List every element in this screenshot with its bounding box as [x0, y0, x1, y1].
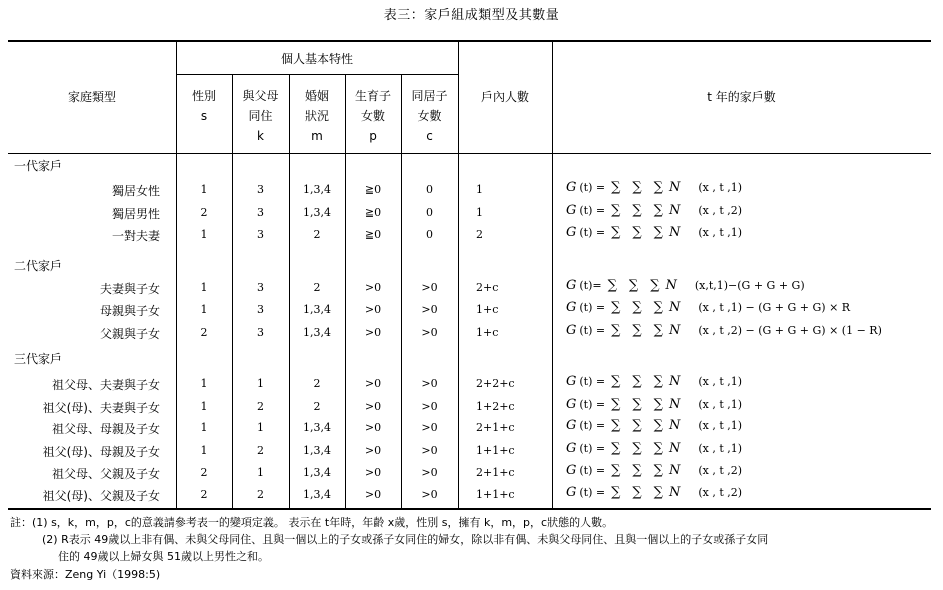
cell-k: 2: [257, 444, 264, 457]
formula-tail: (x , t ,1) − (G + G + G) × R: [698, 301, 851, 314]
formula-tail: (x , t ,2) − (G + G + G) × (1 − R): [698, 324, 882, 337]
row-label: 祖父(母)、母親及子女: [42, 445, 160, 459]
cell-p: ≧0: [364, 183, 382, 196]
sum-symbol: ∑: [632, 300, 642, 315]
cell-formula: [566, 323, 882, 338]
formula-tail: (x , t ,1): [698, 442, 743, 455]
cell-c: >0: [421, 488, 438, 501]
cell-m: 1,3,4: [303, 183, 331, 196]
section-header: 三代家戶: [14, 352, 63, 366]
formula-N: N: [668, 463, 681, 478]
cell-s: 2: [200, 466, 208, 479]
cell-m: 2: [313, 377, 321, 390]
cell-m: 1,3,4: [303, 326, 331, 339]
sum-symbol: ∑: [632, 374, 642, 389]
sum-symbol: ∑: [632, 203, 642, 218]
cell-household-size: 1+c: [476, 303, 499, 316]
cell-p: >0: [364, 303, 382, 316]
cell-m: 1,3,4: [303, 206, 331, 219]
formula-G: G: [566, 397, 577, 412]
cell-household-size: 1+2+c: [476, 400, 515, 413]
cell-p: >0: [364, 488, 382, 501]
formula-tail: (x , t ,1): [698, 375, 743, 388]
cell-c: >0: [421, 400, 438, 413]
cell-m: 1,3,4: [303, 303, 331, 316]
cell-s: 1: [200, 228, 208, 241]
formula-G: G: [566, 441, 577, 456]
sum-symbol: ∑: [611, 397, 621, 412]
cell-p: >0: [364, 377, 382, 390]
formula-t: (t) =: [579, 464, 606, 477]
sum-symbol: ∑: [611, 180, 621, 195]
cell-formula: [566, 463, 742, 478]
cell-household-size: 1+1+c: [476, 444, 515, 457]
cell-p: >0: [364, 421, 382, 434]
row-label: 獨居女性: [111, 184, 160, 198]
formula-G: G: [566, 180, 577, 195]
cell-m: 1,3,4: [303, 444, 331, 457]
sum-symbol: ∑: [653, 397, 663, 412]
formula-t: (t)=: [579, 279, 602, 292]
cell-formula: [566, 418, 742, 433]
cell-c: >0: [421, 377, 438, 390]
cell-formula: [566, 225, 742, 240]
formula-N: N: [668, 323, 681, 338]
formula-N: N: [668, 374, 681, 389]
header-children-coresident: 同居子 女數 c: [411, 89, 448, 143]
formula-N: N: [665, 278, 677, 293]
formula-tail: (x , t ,1): [698, 226, 743, 239]
formula-N: N: [668, 203, 681, 218]
cell-formula: [566, 300, 850, 315]
cell-k: 1: [257, 377, 264, 390]
header-household-size: 戶內人數: [480, 90, 529, 104]
cell-c: >0: [421, 326, 438, 339]
sum-symbol: ∑: [611, 300, 621, 315]
formula-G: G: [566, 418, 577, 433]
cell-household-size: 1: [476, 183, 483, 196]
col-divider: [458, 41, 459, 509]
cell-k: 3: [257, 281, 264, 294]
cell-s: 2: [200, 488, 208, 501]
formula-G: G: [566, 278, 577, 293]
formula-N: N: [668, 485, 681, 500]
cell-k: 3: [257, 183, 264, 196]
cell-formula: [566, 374, 742, 389]
formula-tail: (x , t ,1): [698, 419, 743, 432]
cell-k: 1: [257, 466, 264, 479]
cell-household-size: 2+1+c: [476, 466, 515, 479]
sum-symbol: ∑: [653, 300, 663, 315]
cell-household-size: 2+c: [476, 281, 499, 294]
cell-m: 1,3,4: [303, 466, 331, 479]
cell-m: 2: [313, 400, 321, 413]
sum-symbol: ∑: [650, 278, 660, 293]
formula-t: (t) =: [579, 204, 606, 217]
row-label: 父親與子女: [99, 327, 160, 341]
section-header: 一代家戶: [14, 159, 63, 173]
cell-c: 0: [426, 206, 433, 219]
formula-N: N: [668, 441, 681, 456]
cell-k: 3: [257, 206, 264, 219]
cell-k: 3: [257, 228, 264, 241]
formula-G: G: [566, 300, 577, 315]
formula-tail: (x , t ,1): [698, 398, 743, 411]
cell-m: 1,3,4: [303, 488, 331, 501]
table-title: 表三：家戶組成類型及其數量: [383, 8, 560, 23]
sum-symbol: ∑: [611, 323, 621, 338]
cell-household-size: 2+2+c: [476, 377, 515, 390]
cell-s: 2: [200, 206, 208, 219]
cell-s: 1: [200, 421, 208, 434]
formula-G: G: [566, 323, 577, 338]
formula-t: (t) =: [579, 301, 606, 314]
cell-c: 0: [426, 183, 433, 196]
formula-t: (t) =: [579, 486, 606, 499]
sum-symbol: ∑: [611, 418, 621, 433]
cell-s: 1: [200, 377, 208, 390]
formula-t: (t) =: [579, 419, 606, 432]
formula-N: N: [668, 300, 681, 315]
cell-p: >0: [364, 466, 382, 479]
formula-G: G: [566, 203, 577, 218]
formula-t: (t) =: [579, 375, 606, 388]
sum-symbol: ∑: [653, 441, 663, 456]
header-household-type: 家庭類型: [67, 90, 116, 104]
note-line-1: 註：(1) s，k，m，p，c的意義請參考表一的變項定義。 表示在 t年時，年齡 x歲，性別 s，擁有 k，m，p，c狀態的人數。: [10, 516, 614, 529]
sum-symbol: ∑: [653, 463, 663, 478]
cell-p: ≧0: [364, 206, 382, 219]
sum-symbol: ∑: [632, 485, 642, 500]
formula-G: G: [566, 225, 577, 240]
sum-symbol: ∑: [628, 278, 639, 293]
sum-symbol: ∑: [632, 225, 642, 240]
cell-c: >0: [421, 303, 438, 316]
cell-c: >0: [421, 421, 438, 434]
source-line: 資料來源：Zeng Yi（1998:5): [10, 568, 161, 581]
formula-tail: (x , t ,2): [698, 464, 743, 477]
formula-tail: (x , t ,1): [698, 181, 743, 194]
cell-household-size: 1: [476, 206, 483, 219]
col-divider: [552, 41, 553, 509]
cell-p: >0: [364, 400, 382, 413]
sum-symbol: ∑: [611, 441, 621, 456]
cell-s: 1: [200, 183, 208, 196]
formula-G: G: [566, 463, 577, 478]
formula-tail: (x,t,1)−(G + G + G): [694, 279, 805, 292]
bottom-rule: [8, 508, 931, 510]
formula-tail: (x , t ,2): [698, 204, 743, 217]
cell-k: 1: [257, 421, 264, 434]
cell-household-size: 2: [476, 228, 483, 241]
sum-symbol: ∑: [611, 485, 621, 500]
cell-formula: [566, 180, 742, 195]
formula-G: G: [566, 374, 577, 389]
header-bottom-rule: [8, 153, 931, 154]
formula-N: N: [668, 397, 681, 412]
row-label: 祖父(母)、父親及子女: [42, 489, 160, 503]
sum-symbol: ∑: [611, 225, 621, 240]
sum-symbol: ∑: [653, 485, 663, 500]
formula-t: (t) =: [579, 181, 606, 194]
section-header: 二代家戶: [14, 259, 63, 273]
formula-t: (t) =: [579, 324, 606, 337]
sum-symbol: ∑: [611, 374, 621, 389]
cell-k: 2: [257, 488, 264, 501]
formula-t: (t) =: [579, 398, 606, 411]
sum-symbol: ∑: [607, 278, 617, 293]
cell-k: 3: [257, 303, 264, 316]
cell-formula: [566, 397, 742, 412]
sum-symbol: ∑: [611, 203, 621, 218]
header-marriage: 婚姻 狀況 m: [304, 89, 329, 143]
row-label: 一對夫妻: [111, 229, 160, 243]
cell-p: >0: [364, 444, 382, 457]
header-sex: 性別 s: [191, 89, 216, 123]
sum-symbol: ∑: [632, 180, 642, 195]
sum-symbol: ∑: [632, 323, 642, 338]
cell-k: 3: [257, 326, 264, 339]
cell-formula: [566, 203, 742, 218]
formula-tail: (x , t ,2): [698, 486, 743, 499]
sum-symbol: ∑: [653, 418, 663, 433]
sum-symbol: ∑: [632, 418, 642, 433]
formula-N: N: [668, 180, 681, 195]
row-label: 獨居男性: [111, 207, 160, 221]
cell-m: 2: [313, 228, 321, 241]
cell-s: 1: [200, 303, 208, 316]
cell-s: 1: [200, 281, 208, 294]
note-line-3: 住的 49歲以上婦女與 51歲以上男性之和。: [58, 550, 269, 563]
subheader-rule: [176, 74, 458, 75]
sum-symbol: ∑: [653, 180, 663, 195]
cell-c: >0: [421, 281, 438, 294]
formula-t: (t) =: [579, 442, 606, 455]
sum-symbol: ∑: [611, 463, 621, 478]
row-label: 母親與子女: [99, 304, 160, 318]
top-rule: [8, 40, 931, 42]
header-children-born: 生育子 女數 p: [354, 89, 391, 143]
header-co-parent: 與父母 同住 k: [242, 89, 279, 143]
cell-p: ≧0: [364, 228, 382, 241]
sum-symbol: ∑: [653, 225, 663, 240]
cell-c: 0: [426, 228, 433, 241]
formula-N: N: [668, 225, 681, 240]
sum-symbol: ∑: [632, 397, 642, 412]
cell-s: 1: [200, 400, 208, 413]
cell-m: 1,3,4: [303, 421, 331, 434]
row-label: 祖父母、父親及子女: [51, 467, 160, 481]
row-label: 夫妻與子女: [99, 282, 160, 296]
cell-c: >0: [421, 466, 438, 479]
sum-symbol: ∑: [653, 374, 663, 389]
cell-k: 2: [257, 400, 264, 413]
cell-household-size: 1+c: [476, 326, 499, 339]
cell-s: 2: [200, 326, 208, 339]
row-label: 祖父母、母親及子女: [51, 422, 160, 436]
sum-symbol: ∑: [653, 323, 663, 338]
sum-symbol: ∑: [632, 441, 642, 456]
cell-formula: [566, 441, 742, 456]
header-count-t: t 年的家戶數: [707, 90, 776, 104]
formula-G: G: [566, 485, 577, 500]
cell-formula: [566, 278, 805, 293]
cell-household-size: 2+1+c: [476, 421, 515, 434]
formula-t: (t) =: [579, 226, 606, 239]
cell-s: 1: [200, 444, 208, 457]
header-personal-group: 個人基本特性: [280, 52, 353, 66]
cell-c: >0: [421, 444, 438, 457]
sum-symbol: ∑: [653, 203, 663, 218]
row-label: 祖父(母)、夫妻與子女: [42, 401, 160, 415]
cell-formula: [566, 485, 742, 500]
cell-household-size: 1+1+c: [476, 488, 515, 501]
note-line-2: (2) R表示 49歲以上非有偶、未與父母同住、且與一個以上的子女或孫子女同住的婦女，除以非有偶、未與父母同住、且與一個以上的子女或孫子女同: [42, 533, 769, 546]
cell-p: >0: [364, 281, 382, 294]
sum-symbol: ∑: [632, 463, 642, 478]
row-label: 祖父母、夫妻與子女: [51, 378, 160, 392]
formula-N: N: [668, 418, 681, 433]
cell-p: >0: [364, 326, 382, 339]
cell-m: 2: [313, 281, 321, 294]
